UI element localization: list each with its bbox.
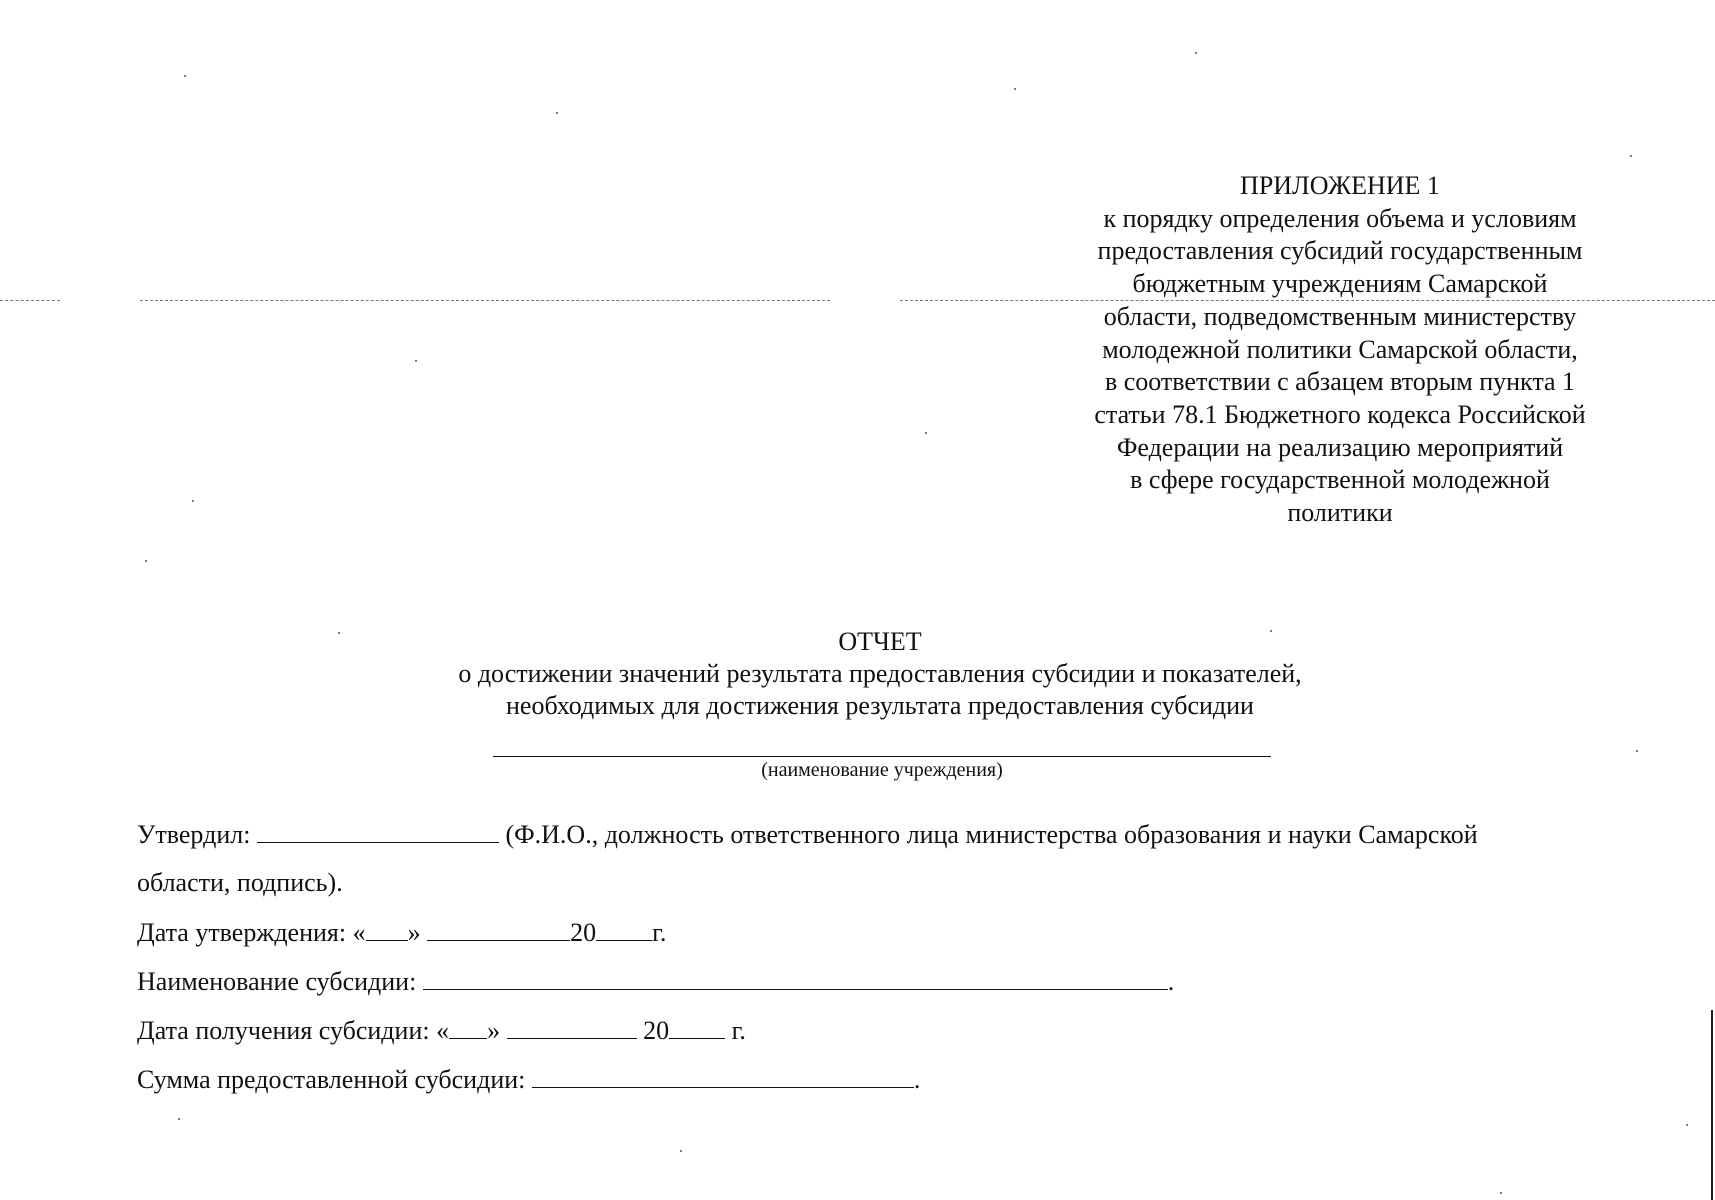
subsidy-received-label: Дата получения субсидии: « [137,1016,450,1045]
appendix-line: к порядку определения объема и условиям [1103,203,1577,233]
approval-date-label: Дата утверждения: « [137,918,366,947]
appendix-line: молодежной политики Самарской области, [1102,334,1578,364]
received-year-blank[interactable] [669,1014,725,1039]
received-month-blank[interactable] [507,1014,637,1039]
appendix-line: бюджетным учреждениям Самарской [1132,269,1548,299]
subsidy-amount-label: Сумма предоставленной субсидии: [137,1065,526,1094]
subsidy-name-label: Наименование субсидии: [137,967,417,996]
approval-year-blank[interactable] [596,916,652,941]
subsidy-amount-blank[interactable] [532,1063,914,1088]
scan-speck [1686,1124,1688,1126]
report-subtitle-line: о достижении значений результата предоставления субсидии и показателей, [458,659,1302,688]
institution-caption: (наименование учреждения) [761,759,1003,781]
approval-date-row [137,916,666,949]
appendix-line: области, подведомственным министерству [1103,301,1577,331]
scan-speck [556,112,558,114]
appendix-title: ПРИЛОЖЕНИЕ 1 [1240,171,1440,200]
scan-artifact-line [0,300,60,302]
date-close-quote: » [487,1016,501,1045]
approved-by-hint: (Ф.И.О., должность ответственного лица министерства образования и науки Самарской [505,820,1478,849]
subsidy-received-row [137,1014,746,1047]
scan-speck [925,432,927,434]
scan-speck [1195,52,1197,54]
appendix-line: Федерации на реализацию мероприятий [1116,432,1564,462]
subsidy-name-row [137,965,1174,998]
scan-speck [178,1118,180,1120]
approval-month-blank[interactable] [427,916,570,941]
scan-speck [1014,88,1016,90]
received-day-blank[interactable] [449,1014,487,1039]
year-prefix: 20 [643,1016,670,1045]
institution-name-field[interactable] [493,756,1271,757]
subsidy-name-period: . [1167,967,1175,996]
approved-by-hint-cont [137,867,343,899]
scan-speck [192,500,194,502]
scan-speck [145,560,147,562]
appendix-header [1040,170,1640,530]
report-subtitle-line: необходимых для достижения результата предоставления субсидии [506,691,1254,720]
approved-by-hint-continued: области, подпись). [137,868,343,897]
report-title: ОТЧЕТ [838,627,922,656]
approval-day-blank[interactable] [366,916,408,941]
scan-artifact-line [140,300,830,302]
appendix-line: в сфере государственной молодежной [1130,465,1550,495]
scan-speck [680,1150,682,1152]
year-suffix: г. [652,918,667,947]
page-edge-line [1711,1010,1713,1200]
appendix-line: в соответствии с абзацем вторым пункта 1 [1104,367,1576,397]
approved-by-label: Утвердил: [137,820,251,849]
scan-speck [184,75,186,77]
approved-by-row [137,818,1478,851]
subsidy-amount-period: . [913,1065,921,1094]
scan-speck [1500,1192,1502,1194]
appendix-line: политики [1287,498,1393,528]
report-heading [300,626,1460,722]
appendix-line: статьи 78.1 Бюджетного кодекса Российской [1094,399,1586,429]
scan-speck [415,360,417,362]
year-prefix: 20 [570,918,597,947]
subsidy-name-blank[interactable] [423,965,1168,990]
subsidy-amount-row [137,1063,920,1096]
approved-by-blank[interactable] [257,818,499,843]
date-close-quote: » [407,918,421,947]
scan-speck [1630,155,1632,157]
appendix-line: предоставления субсидий государственным [1097,236,1583,266]
scan-speck [1636,750,1638,752]
year-suffix: г. [731,1016,746,1045]
